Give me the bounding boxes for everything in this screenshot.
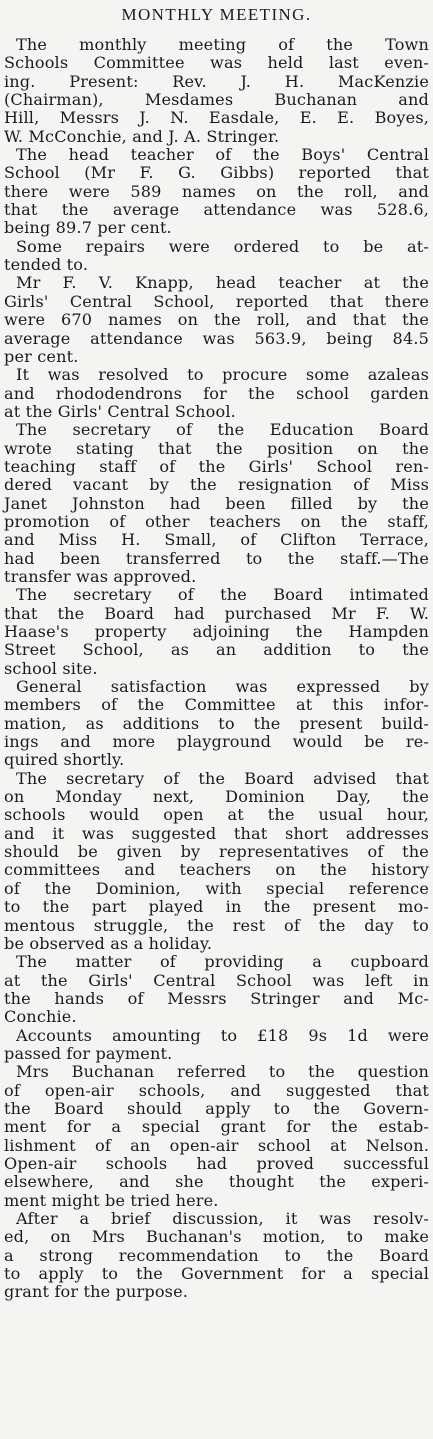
text-line: The matter of providing a cupboard [16,952,429,972]
text-line: of open-air schools, and suggested that [4,1080,429,1100]
text-line: on Monday next, Dominion Day, the [4,787,429,807]
article-paragraph [4,1063,429,1210]
text-line: It was resolved to procure some azaleas [16,365,429,385]
article-paragraph [4,238,429,275]
text-line: Open-air schools had proved successful [4,1153,429,1173]
text-line: Schools Committee was held last even- [4,53,429,73]
text-line: be observed as a holiday. [4,933,213,953]
text-line: General satisfaction was expressed by [16,677,429,697]
text-line: mentous struggle, the rest of the day to [4,915,429,935]
text-line: Accounts amounting to £18 9s 1d were [16,1025,429,1045]
text-line: School (Mr F. G. Gibbs) reported that [4,163,429,183]
text-line: average attendance was 563.9, being 84.5 [4,328,429,348]
article-body [4,36,429,1302]
article-paragraph [4,1210,429,1302]
text-line: Mr F. V. Knapp, head teacher at the [16,273,429,293]
text-line: wrote stating that the position on the [4,438,429,458]
article-headline: MONTHLY MEETING. [121,5,312,24]
text-line: at the Girls' Central School. [4,401,236,421]
text-line: passed for payment. [4,1043,173,1063]
text-line: promotion of other teachers on the staff, [4,511,429,531]
text-line: tended to. [4,255,89,275]
text-line: to apply to the Government for a special [4,1264,429,1284]
text-line: Girls' Central School, reported that there [4,291,429,311]
text-line: that the Board had purchased Mr F. W. [4,603,429,623]
text-line: at the Girls' Central School was left in [4,970,429,990]
text-line: Mrs Buchanan referred to the question [16,1062,429,1082]
text-line: of the Dominion, with special reference [4,878,429,898]
text-line: that the average attendance was 528.6, [4,200,429,220]
text-line: Janet Johnston had been filled by the [4,493,429,513]
text-line: to the part played in the present mo- [4,897,429,917]
text-line: teaching staff of the Girls' School ren- [4,456,429,476]
text-line: grant for the purpose. [4,1282,189,1302]
article-paragraph [4,274,429,366]
text-line: ed, on Mrs Buchanan's motion, to make [4,1227,429,1247]
text-line: The head teacher of the Boys' Central [16,145,429,165]
text-line: the hands of Messrs Stringer and Mc- [4,988,429,1008]
text-line: ings and more playground would be re- [4,732,429,752]
text-line: The secretary of the Board intimated [16,585,429,605]
article-paragraph [4,421,429,586]
article-paragraph [4,146,429,238]
article-paragraph [4,678,429,770]
text-line: quired shortly. [4,750,125,770]
text-line: and it was suggested that short addresses [4,823,429,843]
text-line: school site. [4,658,98,678]
article-paragraph [4,1027,429,1064]
text-line: lishment of an open-air school at Nelson. [4,1135,429,1155]
text-line: The secretary of the Board advised that [16,768,429,788]
text-line: and Miss H. Small, of Clifton Terrace, [4,530,429,550]
text-line: Hill, Messrs J. N. Easdale, E. E. Boyes, [4,108,429,128]
article-paragraph [4,36,429,146]
article-paragraph [4,770,429,953]
text-line: Haase's property adjoining the Hampden [4,622,429,641]
text-line: should be given by representatives of the [4,842,429,862]
text-line: ment might be tried here. [4,1190,219,1210]
text-line: ment for a special grant for the estab- [4,1117,429,1137]
text-line: (Chairman), Mesdames Buchanan and [4,90,429,110]
text-line: schools would open at the usual hour, [4,805,429,825]
text-line: committees and teachers on the history [4,860,429,880]
text-line: had been transferred to the staff.—The [4,548,429,568]
text-line: and rhododendrons for the school garden [4,383,429,403]
text-line: transfer was approved. [4,566,197,586]
text-line: per cent. [4,346,79,366]
text-line: Some repairs were ordered to be at- [16,236,429,256]
article-paragraph [4,366,429,421]
text-line: Street School, as an addition to the [4,640,429,660]
text-line: W. McConchie, and J. A. Stringer. [4,126,280,146]
article-paragraph [4,953,429,1026]
text-line: the Board should apply to the Govern- [4,1098,429,1118]
text-line: ing. Present: Rev. J. H. MacKenzie [4,71,429,91]
text-line: were 670 names on the roll, and that the [4,310,429,330]
text-line: members of the Committee at this infor- [4,695,429,715]
text-line: After a brief discussion, it was resolv- [16,1209,429,1228]
text-line: being 89.7 per cent. [4,218,172,238]
text-line: elsewhere, and she thought the experi- [4,1172,429,1192]
text-line: dered vacant by the resignation of Miss [4,475,429,495]
text-line: a strong recommendation to the Board [4,1245,429,1265]
text-line: The monthly meeting of the Town [16,35,429,54]
text-line: mation, as additions to the present build- [4,713,429,733]
text-line: Conchie. [4,1007,77,1027]
text-line: there were 589 names on the roll, and [4,181,429,201]
article-paragraph [4,586,429,678]
text-line: The secretary of the Education Board [16,420,429,440]
